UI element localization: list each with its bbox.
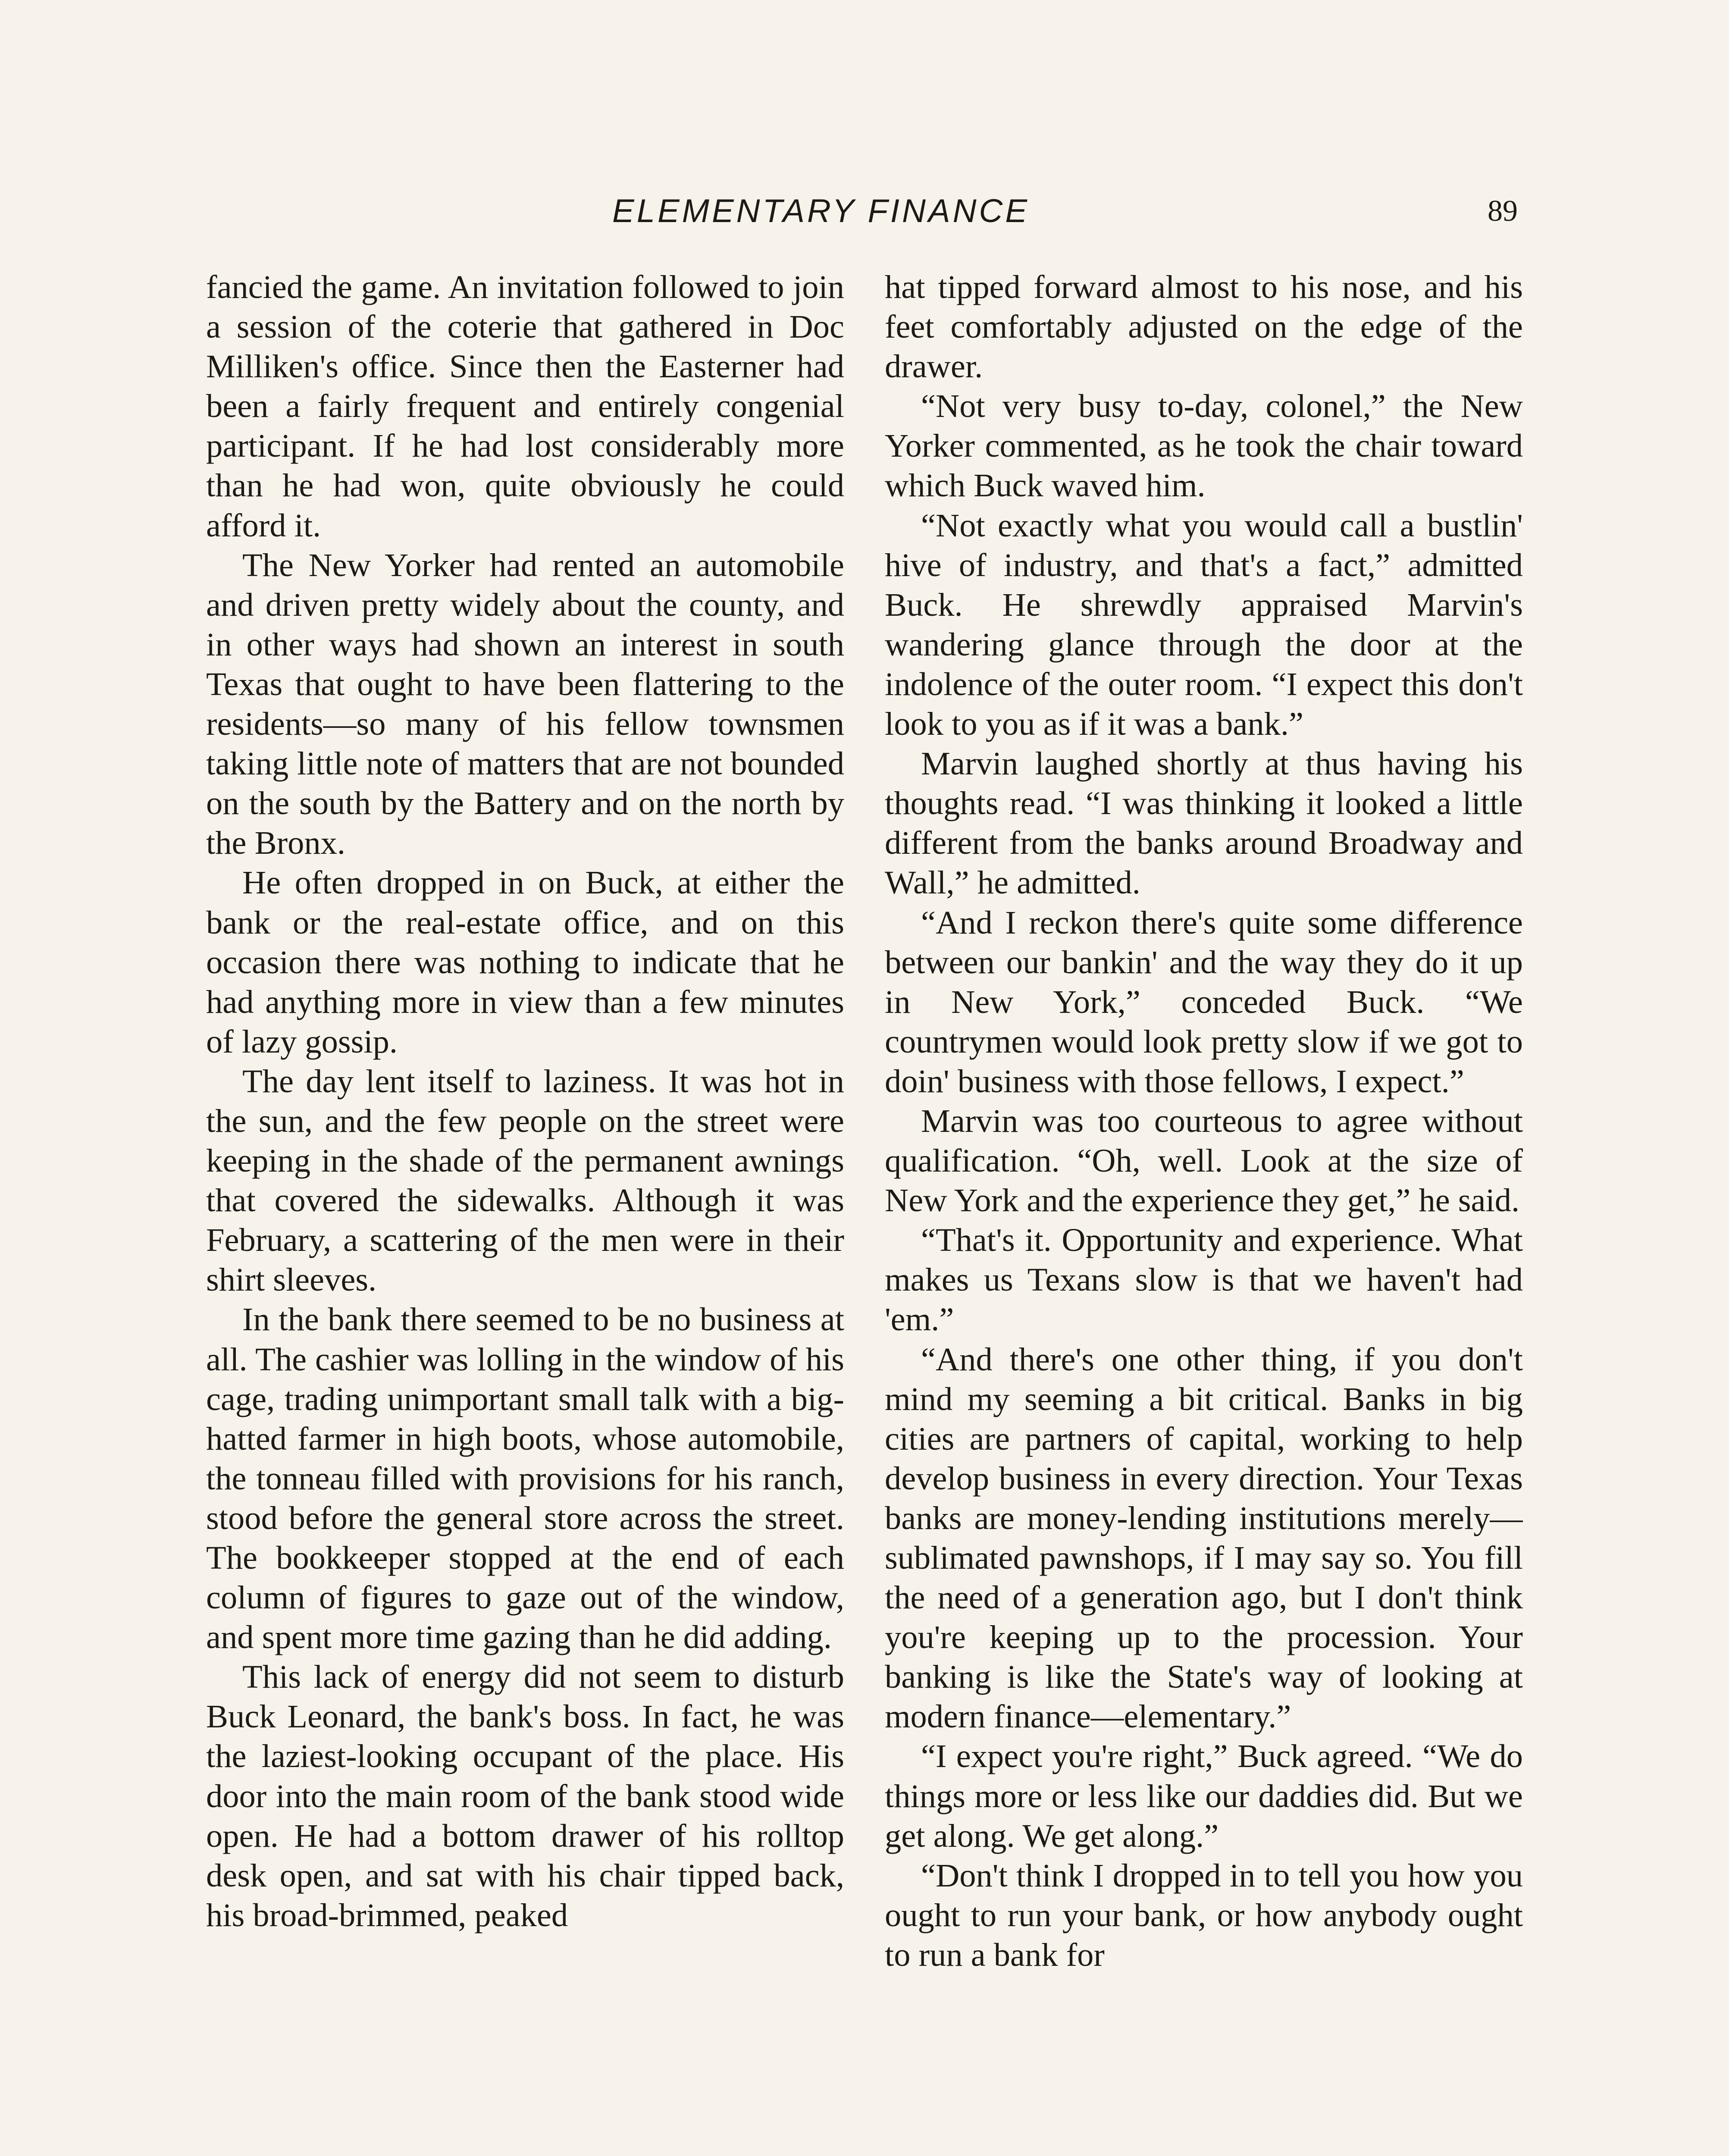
text-column-right [885, 267, 1523, 2156]
paragraph: In the bank there seemed to be no business at all. The cashier was lolling in the window of his cage, trading unimportant small talk with a big-hatted farmer in high boots, whose automobile, the tonneau filled with provisions for his ranch, stood before the general store across the street. The bookkeeper stopped at the end of each column of figures to gaze out of the window, and spent more time gazing than he did adding. [206, 1301, 844, 1656]
running-head [0, 190, 1729, 237]
paragraph: The New Yorker had rented an automobile and driven pretty widely about the county, and in other ways had shown an interest in south Texas that ought to have been flattering to the residents—so many of his fellow townsmen taking little note of matters that are not bounded on the south by the Battery and on the north by the Bronx. [206, 546, 844, 862]
paragraph: This lack of energy did not seem to disturb Buck Leonard, the bank's boss. In fact, he was the laziest-looking occupant of the place. His door into the main room of the bank stood wide open. He had a bottom drawer of his rolltop desk open, and sat with his chair tipped back, his broad-brimmed, peaked [206, 1658, 844, 1934]
paragraph: Marvin was too courteous to agree without qualification. “Oh, well. Look at the size of New York and the experience they get,” he said. [885, 1102, 1523, 1219]
paragraph: “And I reckon there's quite some difference between our bankin' and the way they do it up in New York,” conceded Buck. “We countrymen would look pretty slow if we got to doin' business with those fellows, I expect.” [885, 904, 1523, 1100]
paragraph: “That's it. Opportunity and experience. What makes us Texans slow is that we haven't had 'em.” [885, 1222, 1523, 1338]
paragraph: “Not very busy to-day, colonel,” the New Yorker commented, as he took the chair toward which Buck waved him. [885, 388, 1523, 504]
paragraph: “Don't think I dropped in to tell you how you ought to run your bank, or how anybody ought to run a bank for [885, 1857, 1523, 1973]
paragraph: Marvin laughed shortly at thus having his thoughts read. “I was thinking it looked a little different from the banks around Broadway and Wall,” he admitted. [885, 745, 1523, 901]
paragraph: “And there's one other thing, if you don't mind my seeming a bit critical. Banks in big cities are partners of capital, working to help develop business in every direction. Your Texas banks are money-lending institutions merely—sublimated pawnshops, if I may say so. You fill the need of a generation ago, but I don't think you're keeping up to the procession. Your banking is like the State's way of looking at modern finance—elementary.” [885, 1341, 1523, 1735]
paragraph: “I expect you're right,” Buck agreed. “We do things more or less like our daddies did. But we get along. We get along.” [885, 1738, 1523, 1854]
text-column-left [206, 267, 844, 2156]
page-number: 89 [1488, 194, 1518, 228]
running-title: ELEMENTARY FINANCE [612, 193, 1030, 229]
paragraph: hat tipped forward almost to his nose, and his feet comfortably adjusted on the edge of the drawer. [885, 269, 1523, 385]
paragraph: “Not exactly what you would call a bustlin' hive of industry, and that's a fact,” admitted Buck. He shrewdly appraised Marvin's wandering glance through the door at the indolence of the outer room. “I expect this don't look to you as if it was a bank.” [885, 507, 1523, 743]
paragraph: He often dropped in on Buck, at either the bank or the real-estate office, and on this occasion there was nothing to indicate that he had anything more in view than a few minutes of lazy gossip. [206, 864, 844, 1060]
paragraph: fancied the game. An invitation followed to join a session of the coterie that gathered in Doc Milliken's office. Since then the Easterner had been a fairly frequent and entirely congenial participant. If he had lost considerably more than he had won, quite obviously he could afford it. [206, 269, 844, 544]
paragraph: The day lent itself to laziness. It was hot in the sun, and the few people on the street were keeping in the shade of the permanent awnings that covered the sidewalks. Although it was February, a scattering of the men were in their shirt sleeves. [206, 1062, 844, 1298]
